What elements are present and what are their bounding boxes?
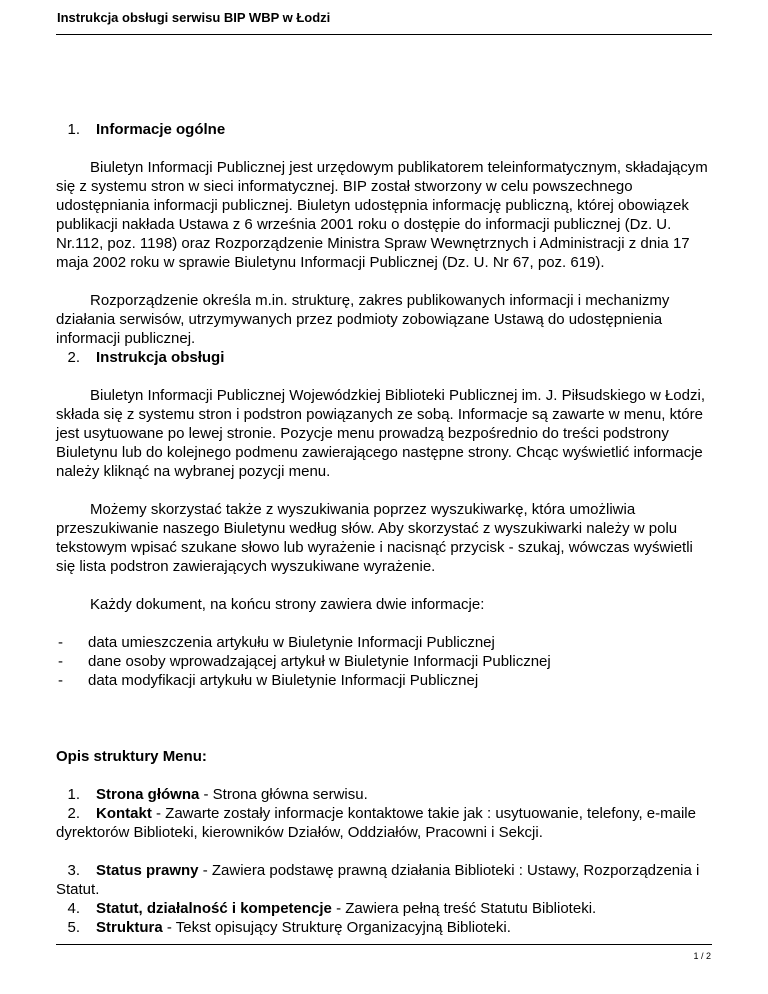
menu-item-number: 3. bbox=[67, 862, 80, 879]
section-heading-1 bbox=[56, 120, 716, 139]
menu-item bbox=[56, 861, 716, 899]
menu-heading-text: Opis struktury Menu: bbox=[56, 748, 207, 765]
paragraph: Rozporządzenie określa m.in. strukturę, zakres publikowanych informacji i mechanizmy działania serwisów, utrzymywanych przez podmioty zobowiązane Ustawą do udostępnienia informacji publicznej. bbox=[56, 292, 670, 347]
page-number: 1 / 2 bbox=[693, 951, 711, 961]
paragraph: Biuletyn Informacji Publicznej jest urzędowym publikatorem teleinformatycznym, składającym się z systemu stron w sieci informatycznej. BIP został stworzony w celu powszechnego udostępniania informacji publicznej. Biuletyn udostępnia informację publiczną, której obowiązek publikacji nakłada Ustawa z 6 września 2001 roku o dostępie do informacji publicznej (Dz. U. Nr.112, poz. 1198) oraz Rozporządzenie Ministra Spraw Wewnętrznych i Administracji z dnia 17 maja 2002 roku w sprawie Biuletynu Informacji Publicznej (Dz. U. Nr 67, poz. 619). bbox=[56, 159, 708, 271]
document-header-title: Instrukcja obsługi serwisu BIP WBP w Łodzi bbox=[57, 10, 331, 25]
menu-item-title: Status prawny bbox=[96, 862, 199, 879]
list-item bbox=[56, 652, 716, 671]
list-bullet: - bbox=[58, 634, 63, 651]
header-rule bbox=[56, 34, 712, 35]
menu-item-number: 2. bbox=[67, 805, 80, 822]
menu-item-title: Strona główna bbox=[96, 786, 200, 803]
paragraph: Biuletyn Informacji Publicznej Wojewódzkiej Biblioteki Publicznej im. J. Piłsudskiego w Łodzi, składa się z systemu stron i podstron powiązanych ze sobą. Informacje są zawarte w menu, które jest usytuowane po lewej stronie. Pozycje menu prowadzą bezpośrednio do treści podstrony Biuletynu lub do kolejnego podmenu zawierającego następne strony. Chcąc wyświetlić informacje należy kliknąć na wybranej pozycji menu. bbox=[56, 387, 705, 480]
list-item-text: data modyfikacji artykułu w Biuletynie Informacji Publicznej bbox=[88, 672, 479, 689]
menu-item-desc: - Zawiera pełną treść Statutu Biblioteki. bbox=[331, 900, 597, 917]
menu-item-title: Statut, działalność i kompetencje bbox=[96, 900, 332, 917]
menu-item-desc: - Strona główna serwisu. bbox=[199, 786, 368, 803]
menu-item-number: 1. bbox=[67, 786, 80, 803]
list-item-text: dane osoby wprowadzającej artykuł w Biuletynie Informacji Publicznej bbox=[88, 653, 551, 670]
menu-item-desc: - Tekst opisujący Strukturę Organizacyjną Biblioteki. bbox=[162, 919, 511, 936]
section-title: Instrukcja obsługi bbox=[96, 349, 225, 366]
section-number: 1. bbox=[67, 121, 80, 138]
list-item bbox=[56, 671, 716, 690]
section-title: Informacje ogólne bbox=[96, 121, 226, 138]
menu-item bbox=[56, 918, 716, 937]
menu-item-number: 5. bbox=[67, 919, 80, 936]
section-number: 2. bbox=[67, 349, 80, 366]
document-body bbox=[56, 120, 716, 937]
list-item bbox=[56, 633, 716, 652]
menu-item-number: 4. bbox=[67, 900, 80, 917]
menu-item bbox=[56, 899, 716, 918]
list-bullet: - bbox=[58, 672, 63, 689]
footer-rule bbox=[56, 944, 712, 945]
menu-item-title: Struktura bbox=[96, 919, 163, 936]
menu-item bbox=[56, 785, 716, 804]
paragraph: Możemy skorzystać także z wyszukiwania poprzez wyszukiwarkę, która umożliwia przeszukiwanie naszego Biuletynu według słów. Aby skorzystać z wyszukiwarki należy w polu tekstowym wpisać szukane słowo lub wyrażenie i nacisnąć przycisk - szukaj, wówczas wyświetli się lista podstron zawierających wyszukiwane wyrażenie. bbox=[56, 501, 693, 575]
menu-item-desc: - Zawarte zostały informacje kontaktowe takie jak : usytuowanie, telefony, e-maile dyrektorów Biblioteki, kierowników Działów, Oddziałów, Pracowni i Sekcji. bbox=[56, 805, 696, 841]
menu-item bbox=[56, 804, 716, 842]
list-item-text: data umieszczenia artykułu w Biuletynie Informacji Publicznej bbox=[88, 634, 495, 651]
paragraph: Każdy dokument, na końcu strony zawiera dwie informacje: bbox=[90, 596, 485, 613]
menu-item-desc: - Zawiera podstawę prawną działania Biblioteki : Ustawy, Rozporządzenia i Statut. bbox=[56, 862, 700, 898]
section-heading-2 bbox=[56, 348, 716, 367]
menu-item-title: Kontakt bbox=[96, 805, 152, 822]
menu-heading bbox=[56, 747, 716, 766]
list-bullet: - bbox=[58, 653, 63, 670]
